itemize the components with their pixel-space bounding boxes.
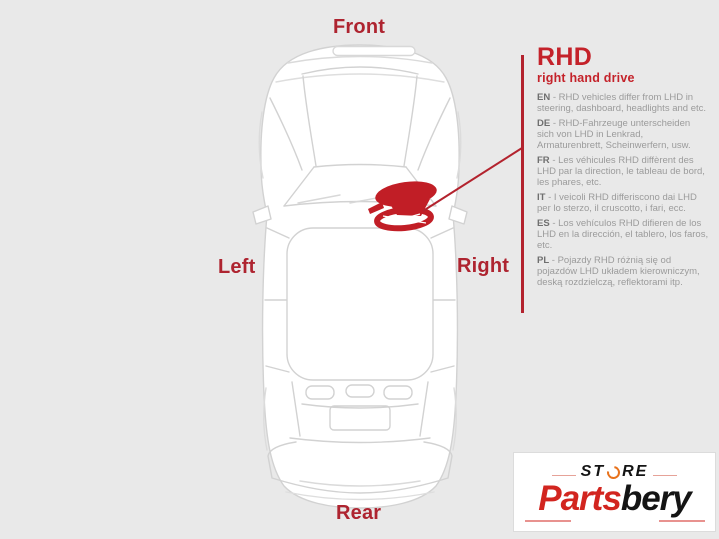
callout-text-de: - RHD-Fahrzeuge unterscheiden sich von LHD in Lenkrad, Armaturenbrett, Scheinwerfern, usw. <box>537 118 691 151</box>
label-rear: Rear <box>336 502 382 524</box>
logo-underline-right <box>659 520 705 522</box>
callout-text-es: - Los vehículos RHD difieren de los LHD en la dirección, el tablero, los faros, etc. <box>537 218 709 251</box>
label-right: Right <box>457 255 510 277</box>
callout-border-line <box>521 55 524 313</box>
logo-store-text-left: ST <box>580 463 606 480</box>
callout-item-fr <box>537 155 709 188</box>
logo-brand-text <box>538 481 691 516</box>
logo-dash-left <box>552 475 576 476</box>
logo-dash-right <box>653 475 677 476</box>
callout-item-es <box>537 218 709 251</box>
lang-code-es: ES <box>537 218 550 229</box>
logo-brand-parts: Parts <box>538 479 621 518</box>
label-front: Front <box>333 16 386 38</box>
callout-item-it <box>537 192 709 214</box>
callout-item-de <box>537 118 709 151</box>
lang-code-pl: PL <box>537 255 550 266</box>
callout-text-en: - RHD vehicles differ from LHD in steering, dashboard, headlights and etc. <box>537 92 707 114</box>
callout-subtitle: right hand drive <box>537 71 635 85</box>
logo-store-row <box>547 464 683 480</box>
callout-text-it: - I veicoli RHD differiscono dai LHD per lo sterzo, il cruscotto, i fari, ecc. <box>537 192 697 214</box>
lang-code-en: EN <box>537 92 551 103</box>
partsbery-logo <box>513 452 716 532</box>
logo-brand-bery: bery <box>620 479 691 518</box>
logo-underline-row <box>525 520 705 522</box>
rhd-callout-panel <box>537 45 709 292</box>
label-left: Left <box>218 256 256 278</box>
callout-item-pl <box>537 255 709 288</box>
lang-code-it: IT <box>537 192 546 203</box>
lang-code-fr: FR <box>537 155 550 166</box>
callout-text-pl: - Pojazdy RHD różnią się od pojazdów LHD układem kierowniczym, deską rozdzielczą, reflektorami itp. <box>537 255 700 288</box>
logo-underline-left <box>525 520 571 522</box>
callout-text-fr: - Les véhicules RHD diffèrent des LHD par la direction, le tableau de bord, les phares, etc. <box>537 155 705 188</box>
callout-title: RHD <box>537 43 593 71</box>
logo-store-text-right: RE <box>622 463 649 480</box>
callout-item-en <box>537 92 709 114</box>
lang-code-de: DE <box>537 118 551 129</box>
